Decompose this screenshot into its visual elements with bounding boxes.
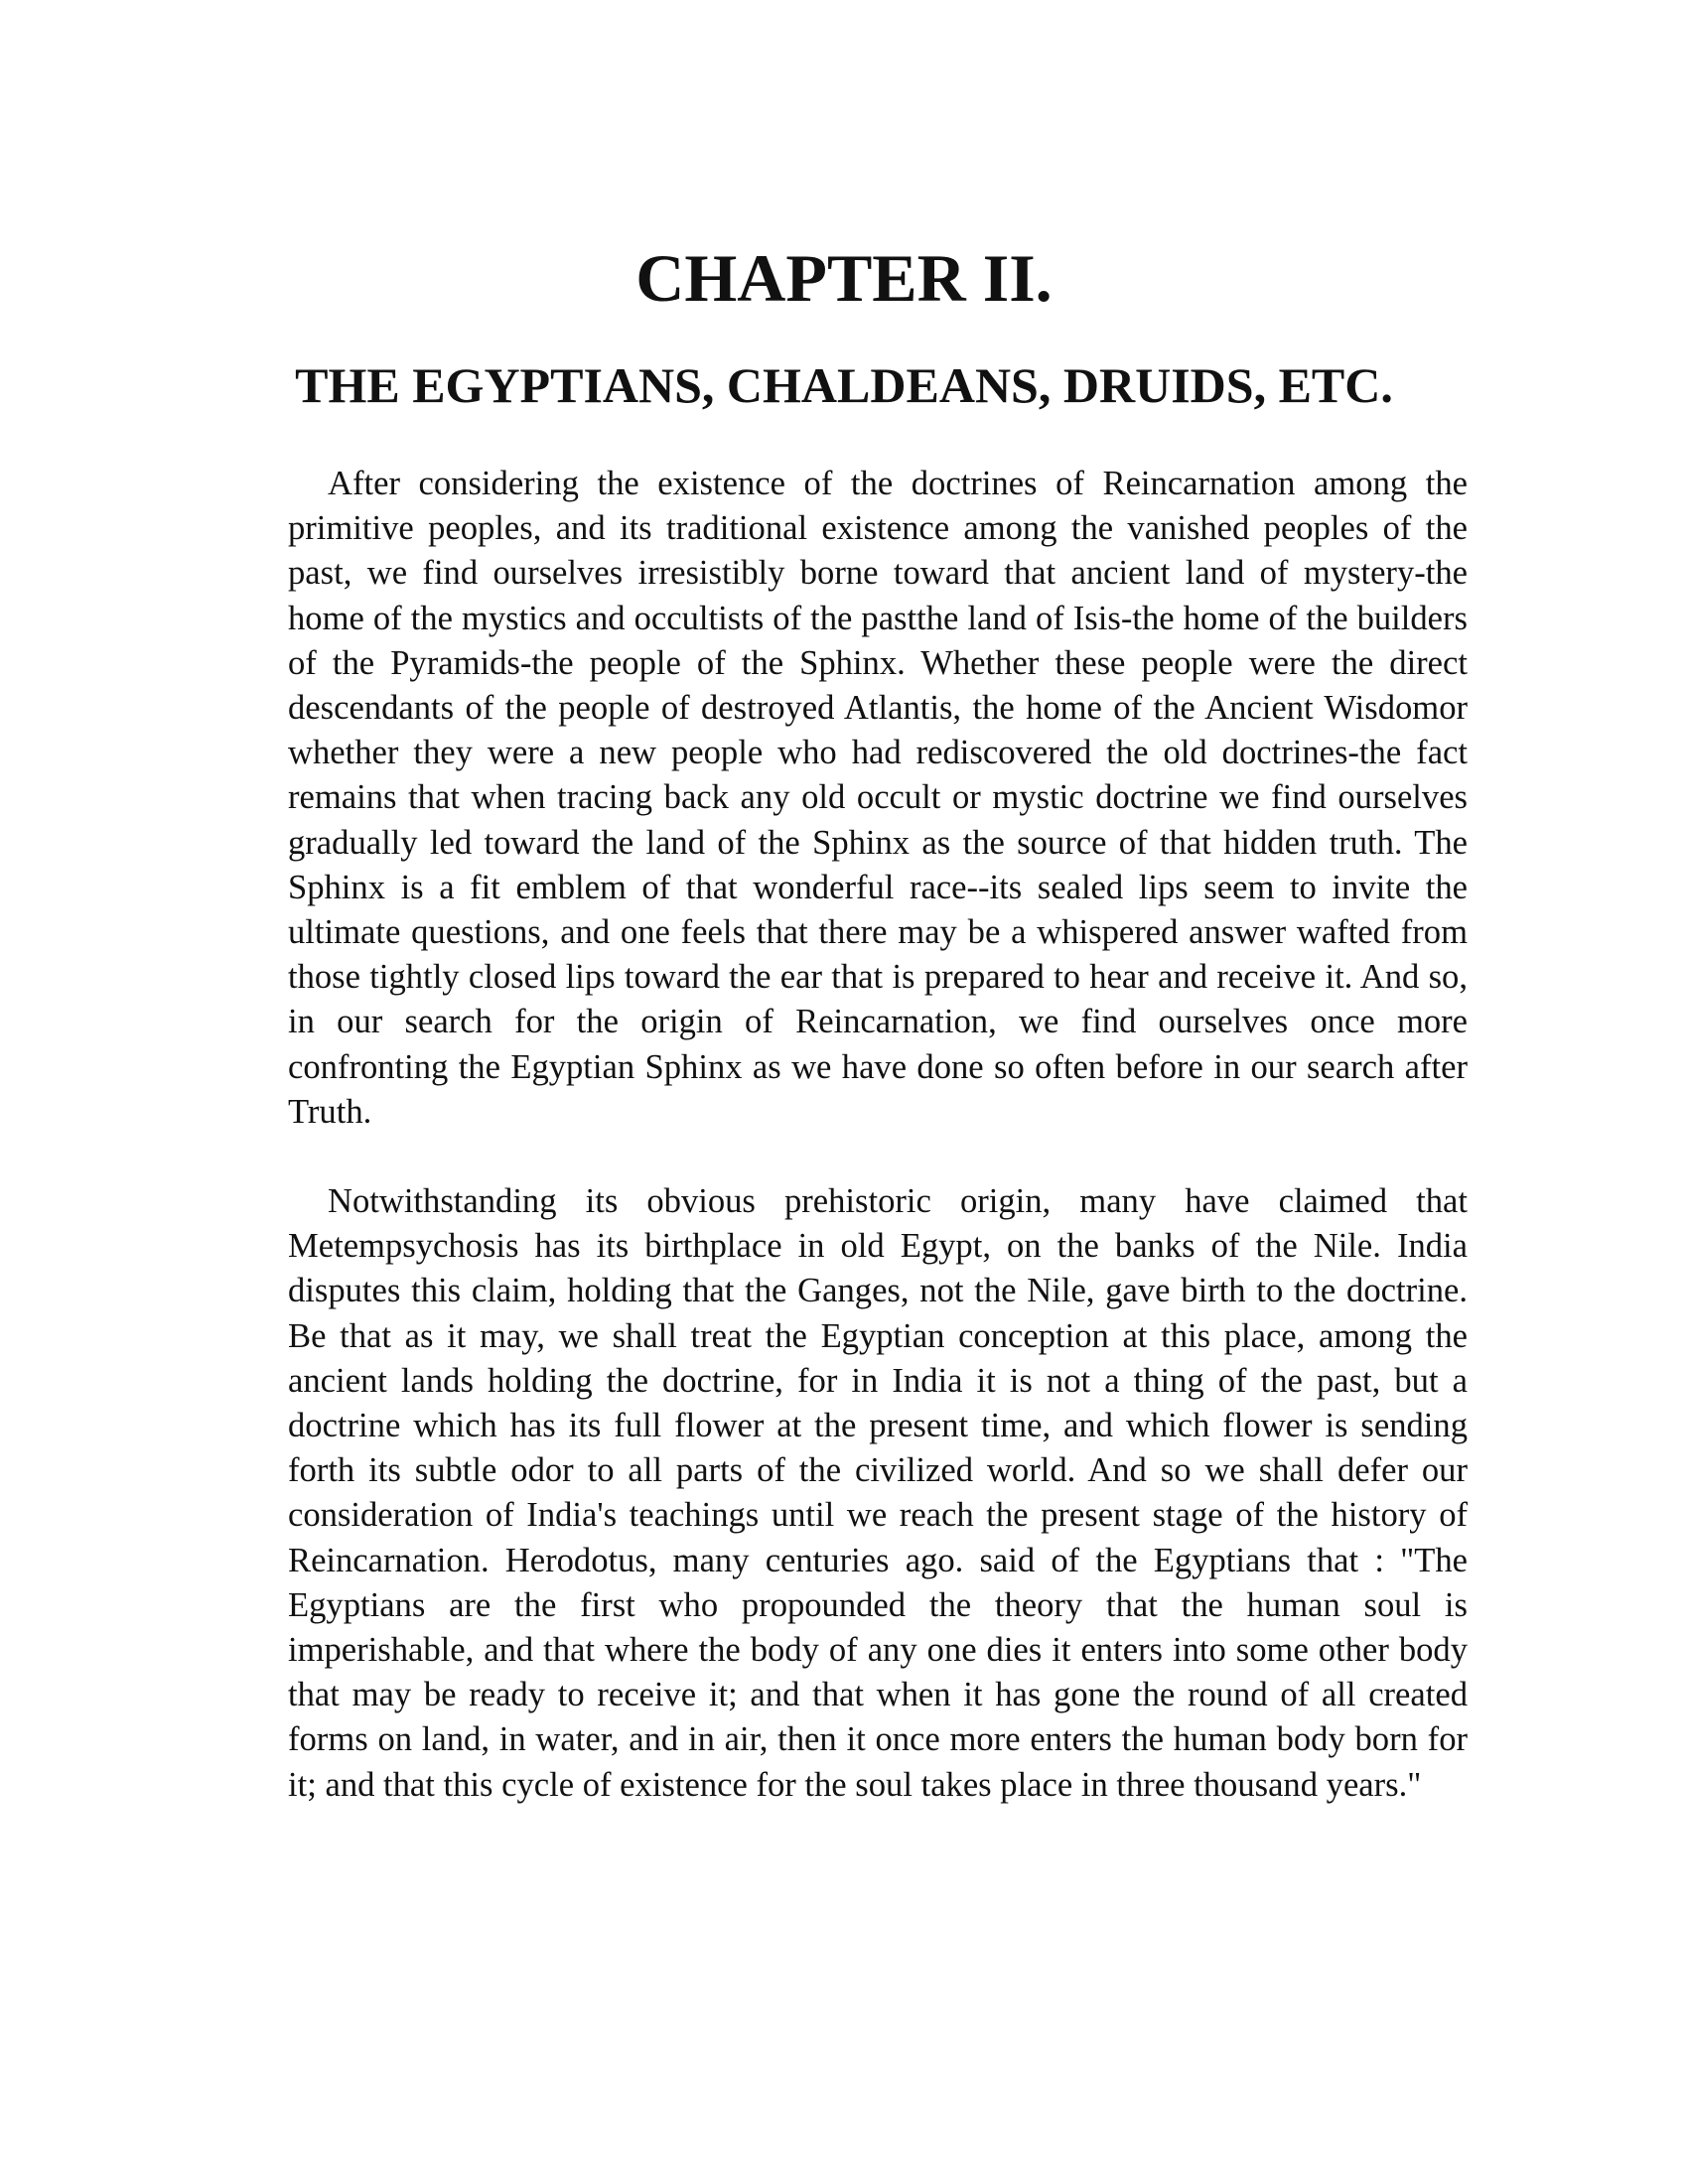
chapter-body <box>288 462 1468 1852</box>
paragraph: Notwithstanding its obvious prehistoric origin, many have claimed that Metempsychosis has its birthplace in old Egypt, on the banks of the Nile. India disputes this claim, holding that the Ganges, not the Nile, gave birth to the doctrine. Be that as it may, we shall treat the Egyptian conception at this place, among the ancient lands holding the doctrine, for in India it is not a thing of the past, but a doctrine which has its full flower at the present time, and which flower is sending forth its subtle odor to all parts of the civilized world. And so we shall defer our consideration of India's teachings until we reach the present stage of the history of Reincarnation. Herodotus, many centuries ago. said of the Egyptians that : "The Egyptians are the first who propounded the theory that the human soul is imperishable, and that where the body of any one dies it enters into some other body that may be ready to receive it; and that when it has gone the round of all created forms on land, in water, and in air, then it once more enters the human body born for it; and that this cycle of existence for the soul takes place in three thousand years." <box>288 1182 1468 1804</box>
chapter-number-heading: CHAPTER II. <box>635 240 1053 316</box>
chapter-title-heading: THE EGYPTIANS, CHALDEANS, DRUIDS, ETC. <box>295 357 1393 413</box>
paragraph: After considering the existence of the doctrines of Reincarnation among the primitive peoples, and its traditional existence among the vanished peoples of the past, we find ourselves irresistibly borne toward that ancient land of mystery-the home of the mystics and occultists of the pastthe land of Isis-the home of the builders of the Pyramids-the people of the Sphinx. Whether these people were the direct descendants of the people of destroyed Atlantis, the home of the Ancient Wisdomor whether they were a new people who had rediscovered the old doctrines-the fact remains that when tracing back any old occult or mystic doctrine we find ourselves gradually led toward the land of the Sphinx as the source of that hidden truth. The Sphinx is a fit emblem of that wonderful race--its sealed lips seem to invite the ultimate questions, and one feels that there may be a whispered answer wafted from those tightly closed lips toward the ear that is prepared to hear and receive it. And so, in our search for the origin of Reincarnation, we find ourselves once more confronting the Egyptian Sphinx as we have done so often before in our search after Truth. <box>288 465 1468 1131</box>
